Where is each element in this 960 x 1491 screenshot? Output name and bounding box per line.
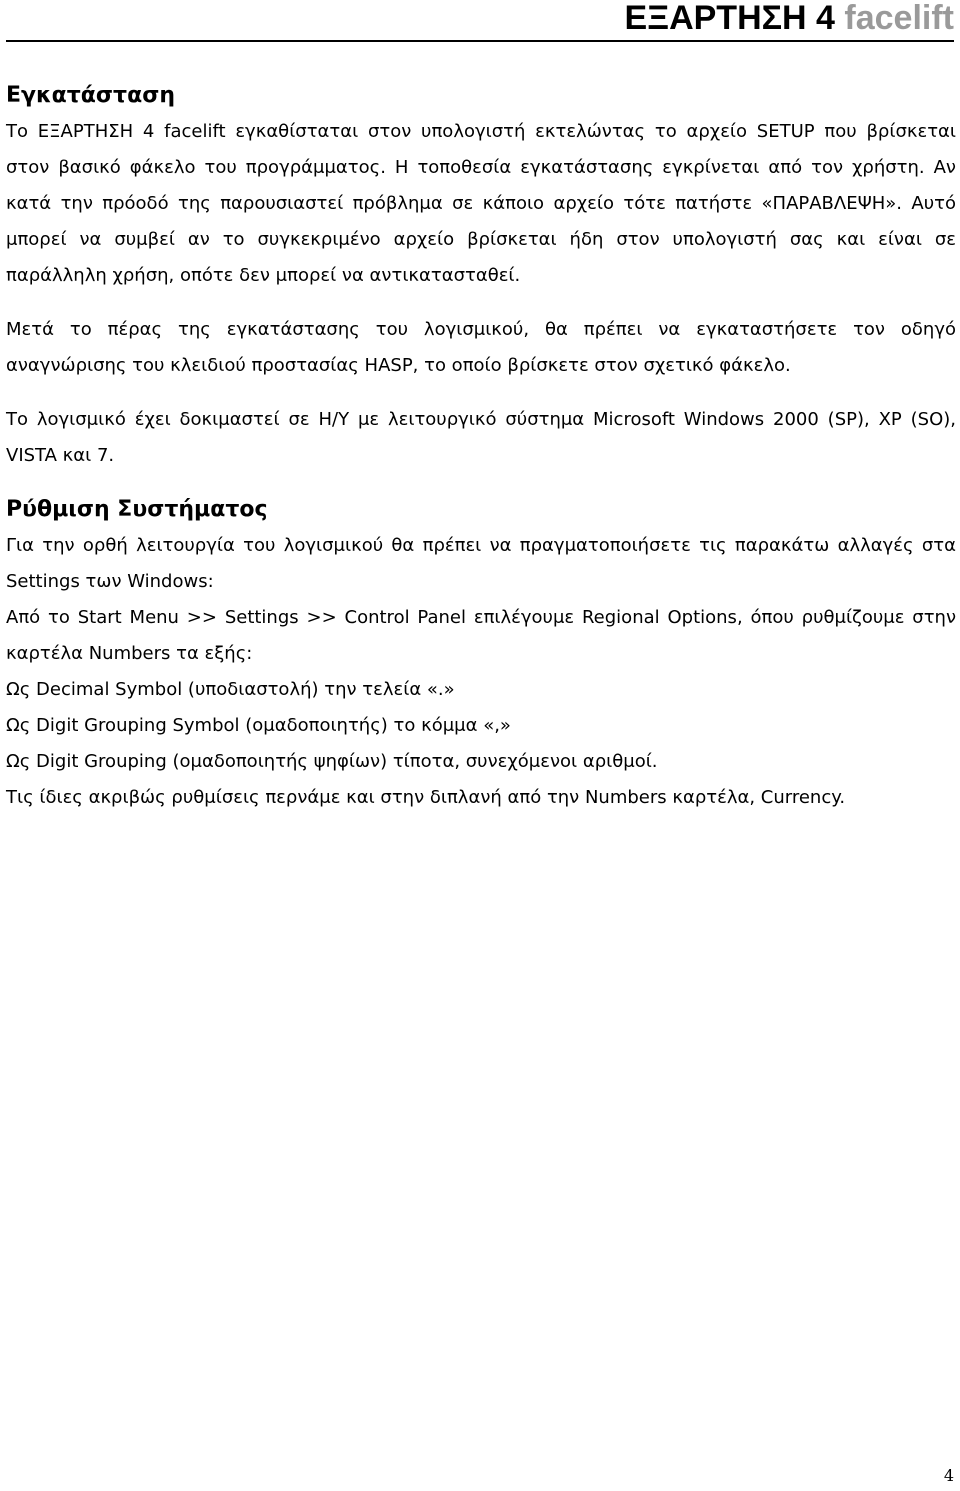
document-body (6, 78, 956, 816)
header-brand: ΕΞΑΡΤΗΣΗ 4 (624, 0, 835, 37)
settings-grouping-symbol: Ως Digit Grouping Symbol (ομαδοποιητής) το κόμμα «,» (6, 715, 511, 736)
install-paragraph-1: Το ΕΞΑΡΤΗΣΗ 4 facelift εγκαθίσταται στον υπολογιστή εκτελώντας το αρχείο SETUP που βρίσκεται στον βασικό φάκελο του προγράμματος. Η τοποθεσία εγκατάστασης εγκρίνεται από τον χρήστη. Αν κατά την πρόοδό της παρουσιαστεί πρόβλημα σε κάποιο αρχείο τότε πατήστε «ΠΑΡΑΒΛΕΨΗ». Αυτό μπορεί να συμβεί αν το συγκεκριμένο αρχείο βρίσκεται ήδη στον υπολογιστή σας και είναι σε παράλληλη χρήση, οπότε δεν μπορεί να αντικατασταθεί. (6, 121, 956, 286)
page-number: 4 (943, 1466, 954, 1485)
install-paragraph-3: Το λογισμικό έχει δοκιμαστεί σε Η/Υ με λειτουργικό σύστημα Microsoft Windows 2000 (SP), XP (SO), VISTA και 7. (6, 409, 956, 466)
settings-heading: Ρύθμιση Συστήματος (6, 497, 268, 522)
settings-currency-note: Τις ίδιες ακριβώς ρυθμίσεις περνάμε και στην διπλανή από την Numbers καρτέλα, Currency. (6, 787, 846, 808)
settings-digit-grouping: Ως Digit Grouping (ομαδοποιητής ψηφίων) τίποτα, συνεχόμενοι αριθμοί. (6, 751, 658, 772)
settings-decimal-symbol: Ως Decimal Symbol (υποδιαστολή) την τελεία «.» (6, 679, 455, 700)
settings-paragraph-1: Για την ορθή λειτουργία του λογισμικού θα πρέπει να πραγματοποιήσετε τις παρακάτω αλλαγές στα Settings των Windows: (6, 535, 956, 592)
page-header (625, 0, 954, 36)
install-heading: Εγκατάσταση (6, 83, 175, 108)
install-paragraph-2: Μετά το πέρας της εγκατάστασης του λογισμικού, θα πρέπει να εγκαταστήσετε τον οδηγό αναγνώρισης του κλειδιού προστασίας HASP, το οποίο βρίσκετε στον σχετικό φάκελο. (6, 319, 956, 376)
header-divider (6, 40, 954, 42)
settings-paragraph-2: Από το Start Menu >> Settings >> Control Panel επιλέγουμε Regional Options, όπου ρυθμίζουμε στην καρτέλα Numbers τα εξής: (6, 607, 956, 664)
header-suffix: facelift (844, 0, 954, 37)
